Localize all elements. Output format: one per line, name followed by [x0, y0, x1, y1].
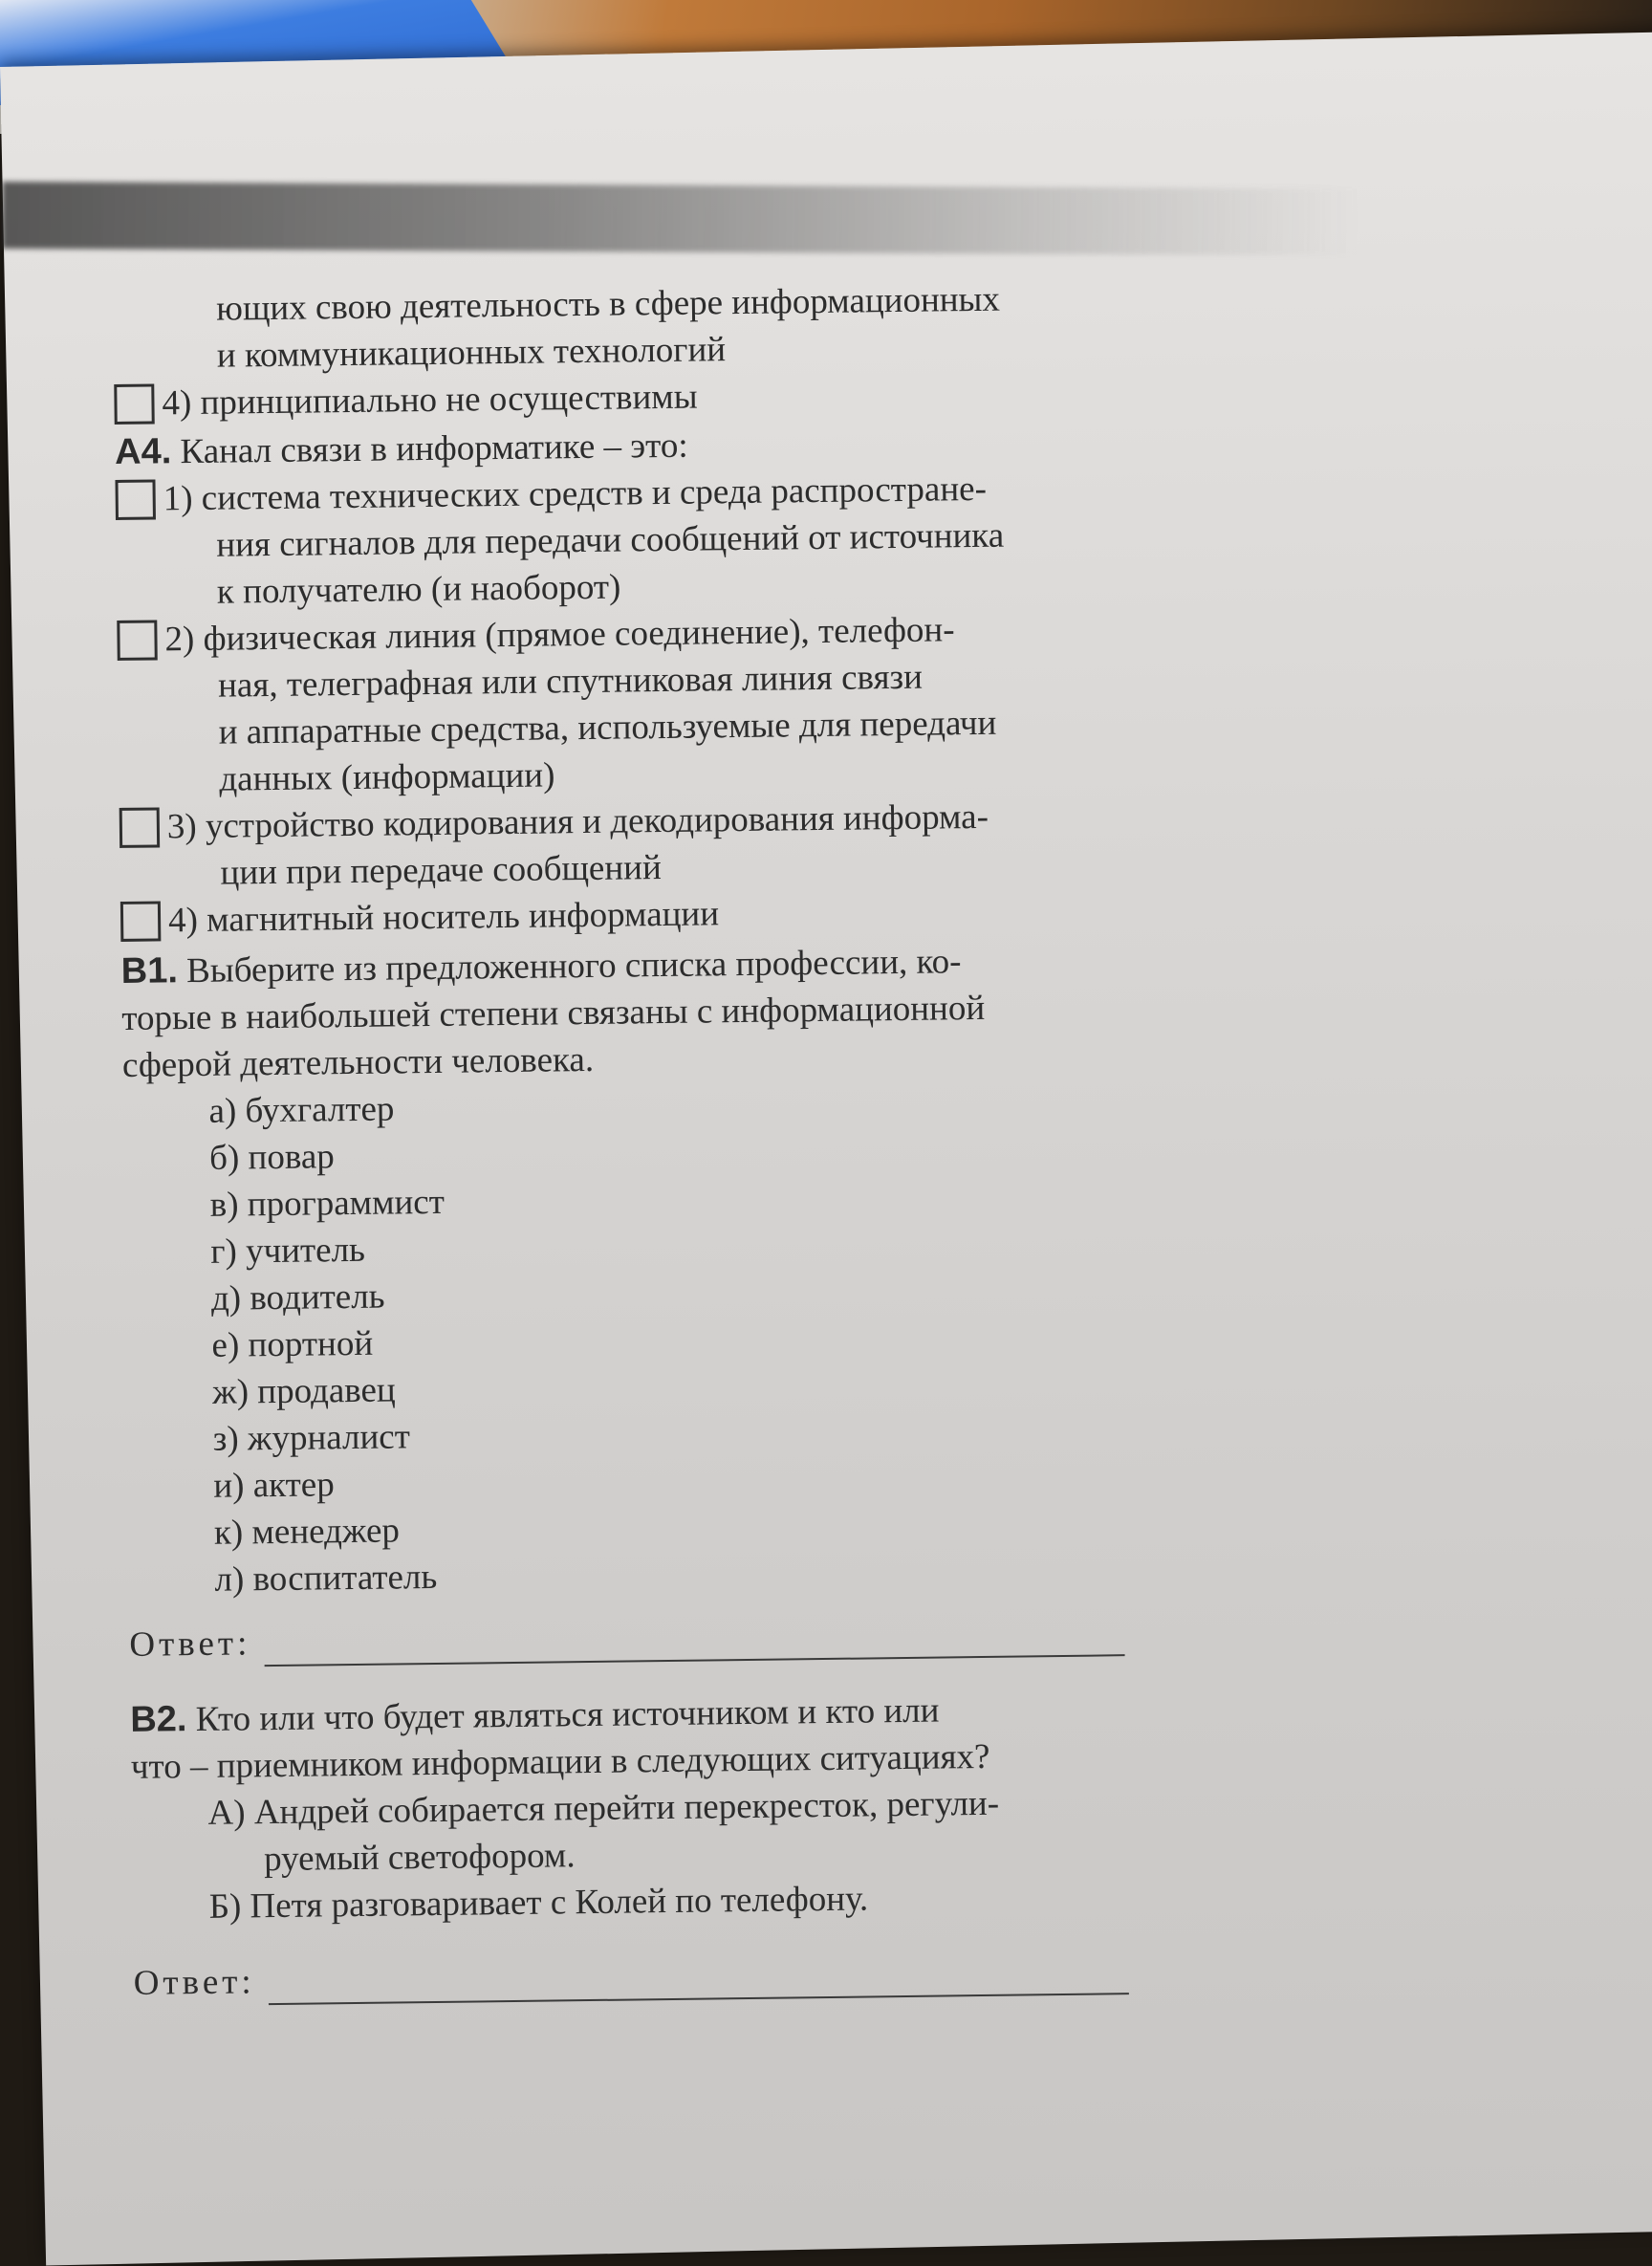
fragment-line-1: ющих свою деятельность в сфере информационных	[216, 279, 1001, 329]
list-item: и) актер	[213, 1465, 335, 1506]
question-b2	[130, 1684, 1240, 1791]
option-line: ная, телеграфная или спутниковая линия связи	[217, 657, 924, 706]
a4-option-3[interactable]	[120, 791, 1229, 898]
worksheet-text	[113, 273, 1243, 2036]
situation-a-cont: руемый светофором.	[263, 1836, 576, 1880]
question-text: Канал связи в информатике – это:	[180, 425, 688, 472]
a4-option-1[interactable]	[115, 463, 1226, 617]
list-item: г) учитель	[210, 1230, 366, 1272]
situation-a: А) Андрей собирается перейти перекресток, регули-	[207, 1783, 1000, 1833]
profession-list	[122, 1076, 1237, 1604]
list-item: а) бухгалтер	[208, 1089, 395, 1131]
question-number: В2.	[130, 1699, 187, 1740]
option-line: и аппаратные средства, используемые для передачи	[218, 703, 997, 752]
option-line: 1) система технических средств и среда распростране-	[163, 468, 988, 519]
option-line: ции при передаче сообщений	[220, 848, 662, 893]
checkbox[interactable]	[115, 479, 156, 520]
option-line: 2) физическая линия (прямое соединение), телефон-	[164, 610, 955, 660]
a4-option-2[interactable]	[117, 603, 1228, 804]
checkbox[interactable]	[117, 620, 158, 661]
list-item: ж) продавец	[211, 1370, 396, 1412]
list-item: е) портной	[211, 1323, 374, 1365]
print-smudge	[2, 182, 1359, 255]
list-item: к) менеджер	[213, 1511, 401, 1553]
option-line: к получателю (и наоборот)	[216, 567, 621, 612]
option-line: данных (информации)	[219, 755, 555, 799]
option-line: 3) устройство кодирования и декодирования информа-	[166, 796, 989, 847]
list-item: з) журналист	[212, 1417, 411, 1459]
list-item: л) воспитатель	[214, 1557, 438, 1600]
question-line: Кто или что будет являться источником и кто или	[195, 1690, 940, 1740]
b1-answer-field[interactable]	[129, 1608, 1239, 1668]
question-b1	[120, 935, 1231, 1089]
question-line: что – приемником информации в следующих ситуациях?	[130, 1736, 990, 1787]
answer-label: Ответ:	[129, 1623, 251, 1665]
situation-b: Б) Петя разговаривает с Колей по телефону.	[208, 1879, 869, 1927]
question-line: сферой деятельности человека.	[121, 1039, 595, 1085]
b2-answer-field[interactable]	[133, 1947, 1243, 2007]
checkbox[interactable]	[120, 901, 162, 942]
question-line: торые в наибольшей степени связаны с информационной	[121, 988, 986, 1038]
question-number: В1.	[120, 950, 179, 991]
checkbox[interactable]	[114, 383, 155, 425]
option-text: 4) принципиально не осуществимы	[162, 377, 698, 424]
list-item: б) повар	[208, 1137, 335, 1178]
answer-label: Ответ:	[133, 1962, 255, 2003]
fragment-line-2: и коммуникационных технологий	[216, 330, 727, 376]
option-line: ния сигналов для передачи сообщений от источника	[216, 515, 1005, 565]
question-line: Выберите из предложенного списка профессии, ко-	[185, 942, 962, 991]
answer-line[interactable]	[269, 1960, 1129, 2005]
list-item: д) водитель	[210, 1276, 385, 1318]
option-line: 4) магнитный носитель информации	[167, 894, 720, 941]
list-item: в) программист	[209, 1182, 446, 1225]
checkbox[interactable]	[120, 807, 161, 848]
question-number: А4.	[114, 431, 172, 472]
answer-line[interactable]	[264, 1622, 1124, 1667]
